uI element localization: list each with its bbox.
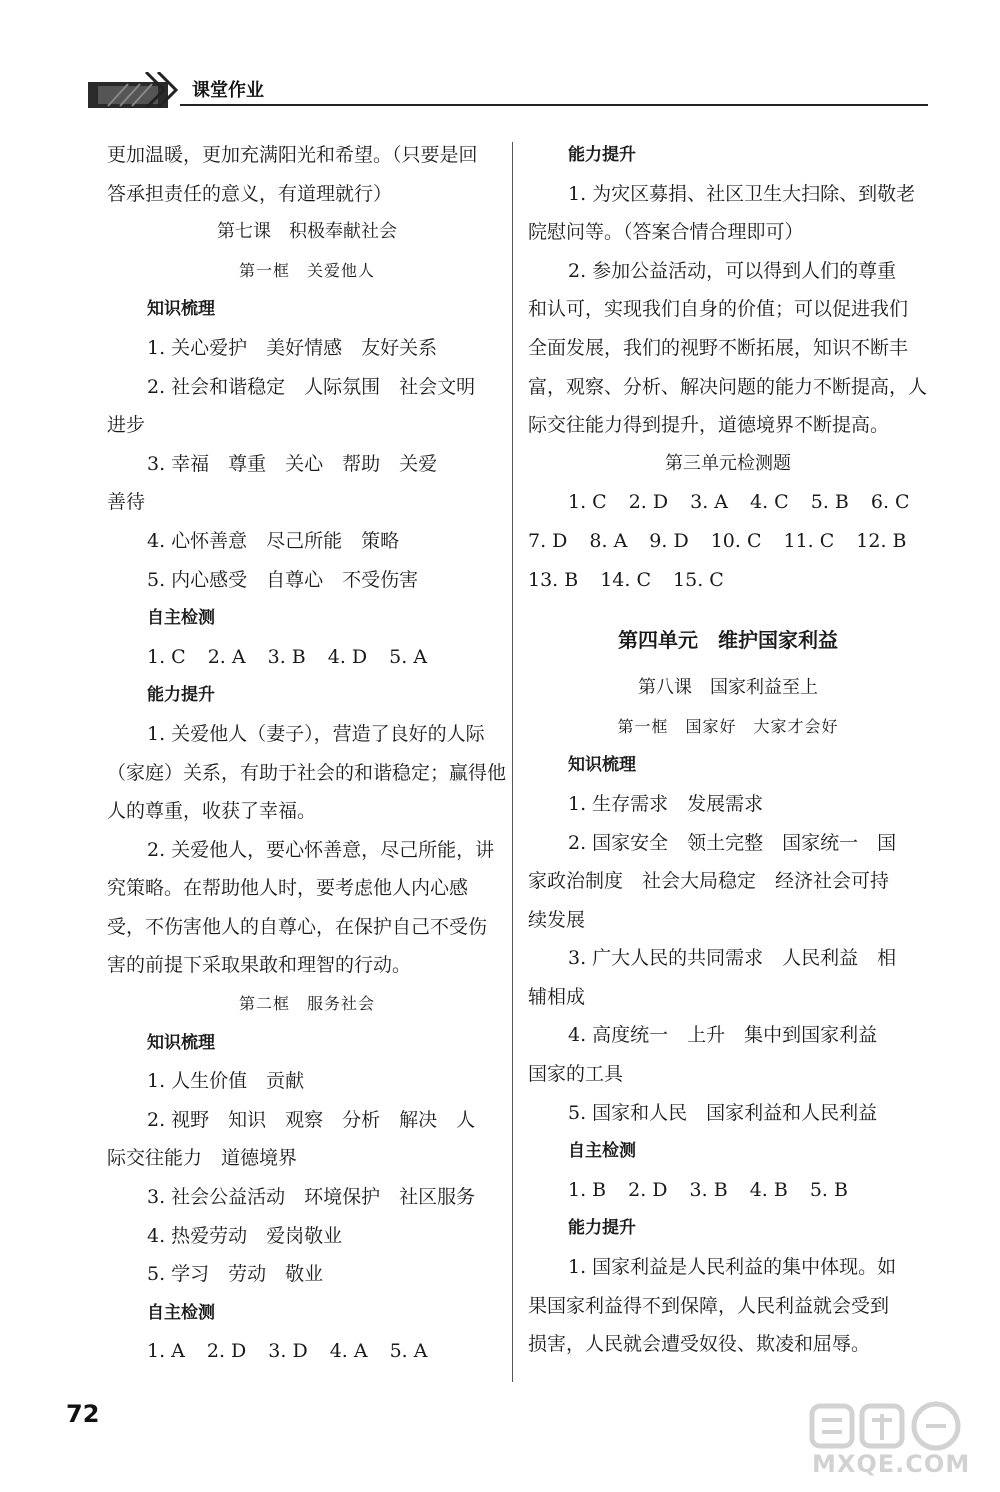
choice-answer: 1. C <box>147 645 186 668</box>
answer-line: 善待 <box>107 491 146 514</box>
choice-answer: 1. A <box>147 1340 185 1363</box>
answer-line: 5. 学习 劳动 敬业 <box>147 1263 324 1286</box>
answer-line: 2. 视野 知识 观察 分析 解决 人 <box>147 1108 476 1131</box>
choice-answer: 4. B <box>749 1178 788 1201</box>
answer-line: 5. 内心感受 自尊心 不受伤害 <box>147 568 419 591</box>
choice-answer: 9. D <box>649 529 689 552</box>
choice-answer: 10. C <box>710 529 762 552</box>
choice-answer: 8. A <box>589 529 628 552</box>
page-number: 72 <box>66 1400 100 1428</box>
answer-line: 辅相成 <box>528 985 586 1008</box>
right-column <box>528 136 928 1364</box>
choice-answer: 4. C <box>750 491 789 514</box>
frame-title: 第一框 关爱他人 <box>238 260 375 280</box>
choice-answers <box>107 1332 507 1371</box>
answer-line: 4. 热爱劳动 爱岗敬业 <box>147 1224 343 1247</box>
test-answers-row <box>528 561 928 600</box>
answer-line: 续发展 <box>528 908 586 931</box>
choice-answers <box>528 1171 928 1210</box>
column-divider <box>512 142 513 1382</box>
choice-answer: 15. C <box>673 568 724 591</box>
answer-line: 果国家利益得不到保障，人民利益就会受到 <box>528 1294 890 1317</box>
choice-answer: 2. A <box>207 645 246 668</box>
watermark-text: MXQE.COM <box>812 1450 971 1478</box>
section-heading: 能力提升 <box>147 685 215 706</box>
choice-answer: 14. C <box>600 568 652 591</box>
section-heading: 知识梳理 <box>568 755 636 776</box>
choice-answer: 1. B <box>568 1178 607 1201</box>
answer-line: 1. 生存需求 发展需求 <box>568 792 764 815</box>
choice-answer: 6. C <box>870 491 910 514</box>
answer-line: 家政治制度 社会大局稳定 经济社会可持 <box>528 870 890 893</box>
answer-line: 3. 幸福 尊重 关心 帮助 关爱 <box>147 452 438 475</box>
choice-answer: 5. A <box>389 1340 428 1363</box>
answer-line: 全面发展，我们的视野不断拓展，知识不断丰 <box>528 336 909 359</box>
answer-line: 害的前提下采取果敢和理智的行动。 <box>107 954 412 977</box>
choice-answer: 5. B <box>809 1178 848 1201</box>
answer-line: 国家的工具 <box>528 1063 624 1086</box>
watermark-logo-icon <box>760 1400 1000 1456</box>
frame-title: 第二框 服务社会 <box>238 994 375 1014</box>
answer-line: 1. 为灾区募捐、社区卫生大扫除、到敬老 <box>568 182 916 205</box>
answer-line: 3. 广大人民的共同需求 人民利益 相 <box>568 947 897 970</box>
section-heading: 知识梳理 <box>147 1032 215 1053</box>
answer-line: 人的尊重，收获了幸福。 <box>107 800 317 823</box>
answer-line: 受，不伤害他人的自尊心，在保护自己不受伤 <box>107 915 488 938</box>
answer-line: 际交往能力 道德境界 <box>107 1147 298 1170</box>
answer-line: 1. 关心爱护 美好情感 友好关系 <box>147 336 438 359</box>
answer-line: 富，观察、分析、解决问题的能力不断提高，人 <box>528 375 928 398</box>
choice-answer: 13. B <box>528 568 579 591</box>
section-heading: 自主检测 <box>568 1141 636 1162</box>
choice-answer: 3. A <box>690 491 729 514</box>
answer-line: 进步 <box>107 414 146 437</box>
choice-answer: 5. A <box>389 645 428 668</box>
choice-answer: 3. B <box>689 1178 728 1201</box>
answer-line: 2. 国家安全 领土完整 国家统一 国 <box>568 831 897 854</box>
answer-line: 1. 关爱他人（妻子），营造了良好的人际 <box>147 722 485 745</box>
header-title: 课堂作业 <box>192 80 264 101</box>
choice-answer: 1. C <box>568 491 607 514</box>
section-heading: 知识梳理 <box>147 299 215 320</box>
choice-answer: 2. D <box>628 491 669 514</box>
choice-answers <box>107 638 507 677</box>
choice-answer: 3. B <box>267 645 306 668</box>
choice-answer: 7. D <box>528 529 568 552</box>
answer-line: 1. 国家利益是人民利益的集中体现。如 <box>568 1256 897 1279</box>
answer-line: 损害，人民就会遭受奴役、欺凌和屈辱。 <box>528 1333 871 1356</box>
answer-line: 3. 社会公益活动 环境保护 社区服务 <box>147 1186 476 1209</box>
choice-answer: 4. D <box>327 645 368 668</box>
answer-line: 院慰问等。（答案合情合理即可） <box>528 221 804 244</box>
test-title: 第三单元检测题 <box>665 452 791 474</box>
test-answers-row <box>528 522 928 561</box>
frame-title: 第一框 国家好 大家才会好 <box>617 716 839 736</box>
choice-answer: 2. D <box>628 1178 668 1201</box>
text-line: 更加温暖，更加充满阳光和希望。（只要是回 <box>107 144 478 166</box>
answer-line: 究策略。在帮助他人时，要考虑他人内心感 <box>107 877 469 900</box>
choice-answer: 5. B <box>810 491 849 514</box>
answer-line: 4. 高度统一 上升 集中到国家利益 <box>568 1024 878 1047</box>
section-heading: 自主检测 <box>147 1302 215 1323</box>
header-rule <box>180 104 928 106</box>
answer-line: 1. 人生价值 贡献 <box>147 1070 305 1093</box>
choice-answer: 11. C <box>783 529 835 552</box>
section-heading: 自主检测 <box>147 608 215 629</box>
section-heading: 能力提升 <box>568 1218 636 1239</box>
answer-line: 2. 关爱他人，要心怀善意，尽己所能，讲 <box>147 838 495 861</box>
lesson-title: 第八课 国家利益至上 <box>638 677 818 699</box>
answer-line: 4. 心怀善意 尽己所能 策略 <box>147 529 400 552</box>
text-line: 答承担责任的意义，有道理就行） <box>107 182 393 205</box>
answer-line: 和认可，实现我们自身的价值；可以促进我们 <box>528 298 909 321</box>
choice-answer: 12. B <box>856 529 907 552</box>
answer-line: （家庭）关系，有助于社会的和谐稳定；赢得他 <box>107 761 507 784</box>
choice-answer: 4. A <box>329 1340 368 1363</box>
answer-line: 际交往能力得到提升，道德境界不断提高。 <box>528 414 890 437</box>
test-answers-row <box>528 483 928 522</box>
answer-line: 5. 国家和人民 国家利益和人民利益 <box>568 1101 878 1124</box>
choice-answer: 3. D <box>268 1340 308 1363</box>
page-header <box>88 56 928 108</box>
watermark <box>760 1400 1000 1492</box>
choice-answer: 2. D <box>206 1340 247 1363</box>
header-logo-icon <box>88 72 180 108</box>
lesson-title: 第七课 积极奉献社会 <box>217 221 397 243</box>
section-heading: 能力提升 <box>568 145 636 165</box>
answer-line: 2. 社会和谐稳定 人际氛围 社会文明 <box>147 375 476 398</box>
unit-title: 第四单元 维护国家利益 <box>618 628 838 653</box>
left-column <box>107 136 507 1371</box>
answer-line: 2. 参加公益活动，可以得到人们的尊重 <box>568 259 897 282</box>
